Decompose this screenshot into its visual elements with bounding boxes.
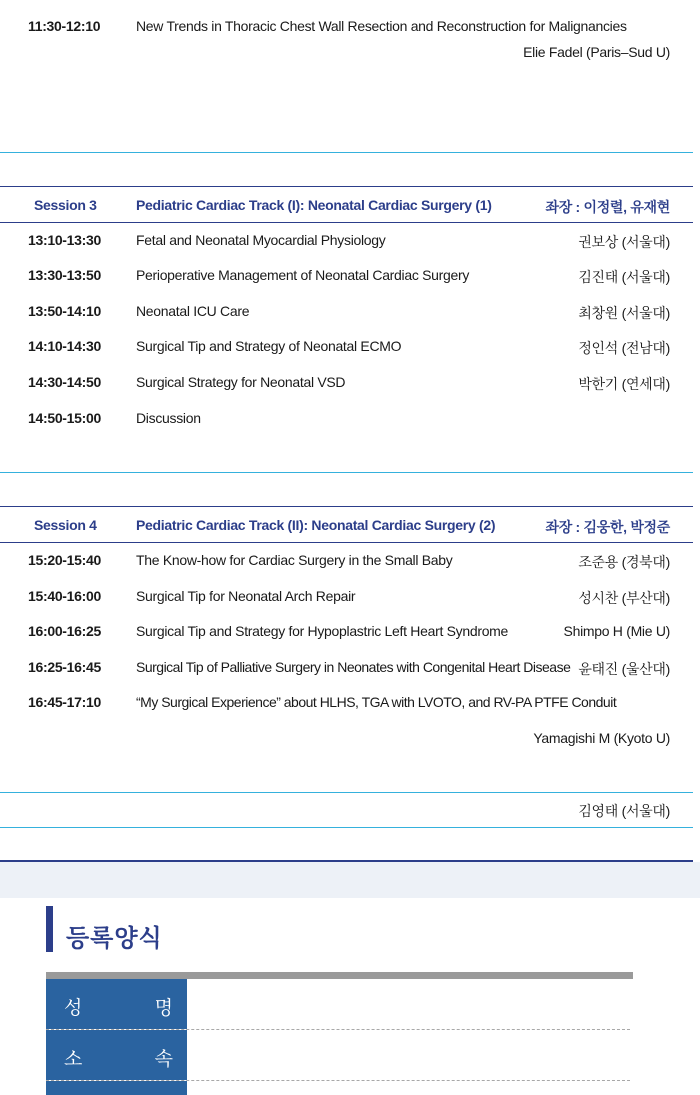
talk-title: Surgical Tip of Palliative Surgery in Neonates with Congenital Heart Disease — [136, 659, 571, 675]
divider — [0, 506, 693, 507]
divider — [0, 222, 693, 223]
talk-title: The Know-how for Cardiac Surgery in the Small Baby — [136, 552, 453, 568]
talk-title: Surgical Strategy for Neonatal VSD — [136, 374, 346, 390]
label-char: 성 — [64, 998, 83, 1019]
time: 15:40-16:00 — [28, 588, 101, 604]
time: 14:10-14:30 — [28, 338, 101, 354]
time: 15:20-15:40 — [28, 552, 101, 568]
talk-title: Fetal and Neonatal Myocardial Physiology — [136, 232, 386, 248]
session-title: Pediatric Cardiac Track (II): Neonatal Cardiac Surgery (2) — [136, 517, 496, 533]
closing-speaker: 김영태 (서울대) — [578, 803, 670, 819]
program-row — [0, 303, 700, 325]
time: 13:50-14:10 — [28, 303, 101, 319]
program-row — [0, 694, 700, 716]
talk-title: Surgical Tip for Neonatal Arch Repair — [136, 588, 356, 604]
speaker: 권보상 (서울대) — [578, 234, 670, 250]
divider — [0, 472, 693, 473]
divider — [0, 827, 693, 828]
speaker: 박한기 (연세대) — [578, 376, 670, 392]
talk-title: Surgical Tip and Strategy for Hypoplastric Left Heart Syndrome — [136, 623, 509, 639]
divider — [0, 542, 693, 543]
speaker: Shimpo H (Mie U) — [563, 623, 670, 639]
talk-title: Neonatal ICU Care — [136, 303, 250, 319]
time: 16:45-17:10 — [28, 694, 101, 710]
program-row — [0, 623, 700, 645]
program-row — [0, 18, 700, 40]
program-row — [0, 552, 700, 574]
divider — [0, 792, 693, 793]
time: 14:50-15:00 — [28, 410, 101, 426]
name-field-label — [46, 979, 187, 1029]
form-top-rule — [46, 972, 633, 979]
speaker: 성시찬 (부산대) — [578, 590, 670, 606]
session-3-header — [0, 197, 700, 219]
session-label: Session 4 — [34, 517, 97, 533]
next-field-label — [46, 1081, 187, 1095]
time: 13:30-13:50 — [28, 267, 101, 283]
time: 11:30-12:10 — [28, 18, 101, 34]
time: 16:00-16:25 — [28, 623, 101, 639]
time: 16:25-16:45 — [28, 659, 101, 675]
speaker: Yamagishi M (Kyoto U) — [533, 730, 670, 746]
program-row — [0, 232, 700, 254]
registration-title: 등록양식 — [66, 925, 163, 952]
speaker: Elie Fadel (Paris–Sud U) — [523, 44, 670, 60]
talk-title: Surgical Tip and Strategy of Neonatal ECMO — [136, 338, 402, 354]
speaker: 정인석 (전남대) — [578, 340, 670, 356]
footer-band — [0, 862, 700, 898]
program-row — [0, 338, 700, 360]
time: 13:10-13:30 — [28, 232, 101, 248]
talk-title: New Trends in Thoracic Chest Wall Resection and Reconstruction for Malignancies — [136, 18, 627, 34]
divider — [0, 186, 693, 187]
label-char: 명 — [154, 998, 173, 1019]
session-label: Session 3 — [34, 197, 97, 213]
program-row — [0, 374, 700, 396]
session-4-header — [0, 517, 700, 539]
program-row — [0, 410, 700, 432]
session-chair: 좌장 : 김웅한, 박정준 — [545, 519, 670, 535]
speaker: 윤태진 (울산대) — [578, 661, 670, 677]
speaker: 조준용 (경북대) — [578, 554, 670, 570]
affiliation-field-label — [46, 1030, 187, 1080]
label-char: 속 — [154, 1049, 173, 1070]
speaker: 최창원 (서울대) — [578, 305, 670, 321]
time: 14:30-14:50 — [28, 374, 101, 390]
label-char: 소 — [64, 1049, 83, 1070]
talk-title: Discussion — [136, 410, 201, 426]
session-chair: 좌장 : 이정렬, 유재현 — [545, 199, 670, 215]
title-accent-bar — [46, 906, 53, 952]
divider — [0, 152, 693, 153]
talk-title: Perioperative Management of Neonatal Cardiac Surgery — [136, 267, 470, 283]
speaker: 김진태 (서울대) — [578, 269, 670, 285]
program-row — [0, 267, 700, 289]
talk-title: “My Surgical Experience” about HLHS, TGA with LVOTO, and RV-PA PTFE Conduit — [136, 694, 617, 710]
program-row — [0, 659, 700, 681]
session-title: Pediatric Cardiac Track (I): Neonatal Cardiac Surgery (1) — [136, 197, 492, 213]
program-row — [0, 588, 700, 610]
